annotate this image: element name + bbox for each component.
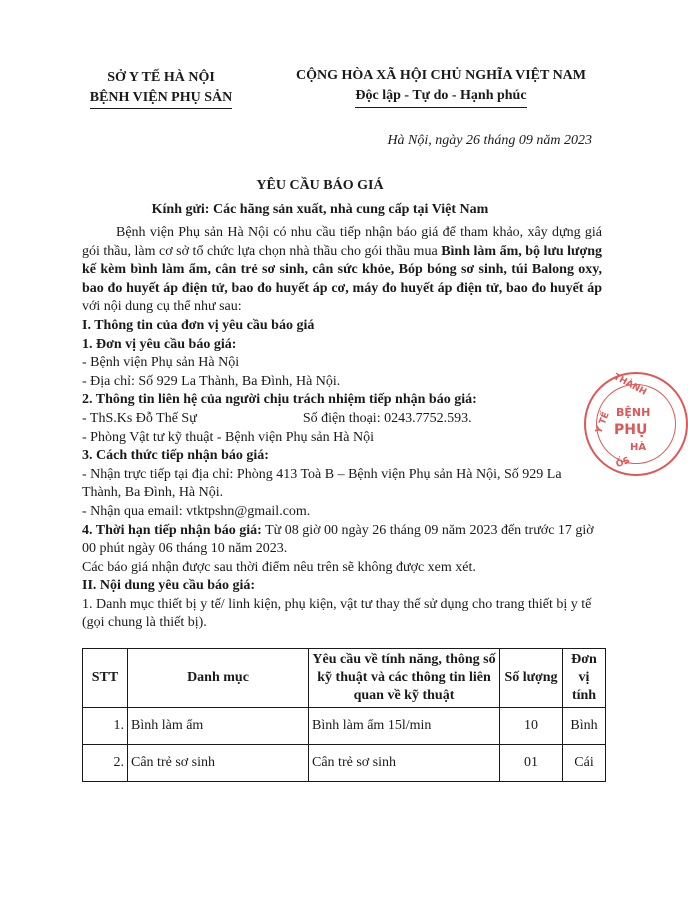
col-name: Danh mục (128, 649, 309, 708)
intro-items: Bình làm ẩm, bộ lưu lượng kế kèm bình làm ẩm, cân trẻ sơ sinh, cân sức khỏe, Bóp bóng sơ sinh, túi Balong oxy, bao đo huyết áp điện tử, bao đo huyết áp cơ, máy đo huyết áp điện tử, bao đo huyết áp (82, 243, 602, 296)
seal-text-phu: PHỤ (614, 422, 648, 438)
row-quantity: 10 (500, 708, 563, 745)
document-title: YÊU CẦU BÁO GIÁ (256, 178, 384, 193)
row-name: Bình làm ẩm (128, 708, 309, 745)
contact-department: - Phòng Vật tư kỹ thuật - Bệnh viện Phụ sản Hà Nội (82, 429, 374, 445)
deadline-text: Từ 08 giờ 00 ngày 26 tháng 09 năm 2023 đến trước 17 giờ 00 phút ngày 06 tháng 10 năm 2023. (82, 522, 594, 557)
nation-name: CỘNG HÒA XÃ HỘI CHỦ NGHĨA VIỆT NAM (295, 68, 586, 83)
row-quantity: 01 (500, 745, 563, 782)
subsection-4-heading: 4. Thời hạn tiếp nhận báo giá: (82, 522, 262, 538)
col-quantity: Số lượng (500, 649, 563, 708)
row-unit: Cái (563, 745, 606, 782)
contact-name: - ThS.Ks Đỗ Thế Sự (82, 410, 197, 426)
table-row (83, 708, 606, 745)
table-header-row (83, 649, 606, 708)
national-motto: Độc lập - Tự do - Hạnh phúc (355, 86, 526, 108)
unit-address: - Địa chỉ: Số 929 La Thành, Ba Đình, Hà Nội. (82, 373, 341, 389)
items-table (82, 648, 606, 782)
col-requirement: Yêu cầu về tính năng, thông số kỹ thuật và các thông tin liên quan về kỹ thuật (309, 649, 500, 708)
deadline-note: Các báo giá nhận được sau thời điểm nêu trên sẽ không được xem xét. (82, 559, 476, 575)
national-header (276, 66, 606, 108)
table-row (83, 745, 606, 782)
col-unit: Đơn vị tính (563, 649, 606, 708)
row-stt: 1. (83, 708, 128, 745)
col-stt: STT (83, 649, 128, 708)
intro-text-end: với nội dung cụ thể như sau: (82, 299, 242, 315)
document-body (82, 224, 602, 633)
hospital-name: BỆNH VIỆN PHỤ SẢN (90, 88, 233, 109)
seal-text-bottom: ỐS (614, 455, 632, 471)
receive-direct: - Nhận trực tiếp tại địa chỉ: Phòng 413 Toà B – Bệnh viện Phụ sản Hà Nội, Số 929 La Thành, Ba Đình, Hà Nội. (82, 466, 562, 501)
subsection-1-heading: 1. Đơn vị yêu cầu báo giá: (82, 336, 237, 352)
seal-text-left: Y TẾ (594, 410, 612, 436)
contact-line (82, 410, 602, 429)
row-name: Cân trẻ sơ sinh (128, 745, 309, 782)
issuing-organization (76, 68, 246, 109)
receive-email: - Nhận qua email: vtktpshn@gmail.com. (82, 503, 311, 519)
seal-text-ha: HÀ (630, 442, 647, 453)
document-date: Hà Nội, ngày 26 tháng 09 năm 2023 (387, 133, 592, 148)
section-2-line-1: 1. Danh mục thiết bị y tế/ linh kiện, phụ kiện, vật tư thay thế sử dụng cho trang thiết bị y tế (gọi chung là thiết bị). (82, 596, 592, 631)
section-1-heading: I. Thông tin của đơn vị yêu cầu báo giá (82, 317, 315, 333)
contact-phone: Số điện thoại: 0243.7752.593. (302, 410, 472, 426)
official-seal (584, 372, 688, 476)
intro-paragraph (82, 224, 602, 317)
subsection-2-heading: 2. Thông tin liên hệ của người chịu trách nhiệm tiếp nhận báo giá: (82, 392, 477, 408)
row-requirement: Bình làm ẩm 15l/min (309, 708, 500, 745)
seal-text-top: THÀNH (611, 372, 648, 398)
deadline-paragraph (82, 522, 602, 559)
department-name: SỞ Y TẾ HÀ NỘI (107, 70, 215, 85)
row-requirement: Cân trẻ sơ sinh (309, 745, 500, 782)
unit-name: - Bệnh viện Phụ sản Hà Nội (82, 355, 240, 371)
row-stt: 2. (83, 745, 128, 782)
recipient-line: Kính gửi: Các hãng sản xuất, nhà cung cấp tại Việt Nam (151, 202, 489, 217)
intro-text: Bệnh viện Phụ sản Hà Nội có nhu cầu tiếp nhận báo giá để tham khảo, xây dựng giá gói thầu, làm cơ sở tổ chức lựa chọn nhà thầu cho gói thầu mua (82, 225, 602, 259)
section-2-heading: II. Nội dung yêu cầu báo giá: (82, 578, 256, 594)
seal-text-bank: BỆNH (616, 406, 651, 419)
row-unit: Bình (563, 708, 606, 745)
subsection-3-heading: 3. Cách thức tiếp nhận báo giá: (82, 448, 269, 464)
